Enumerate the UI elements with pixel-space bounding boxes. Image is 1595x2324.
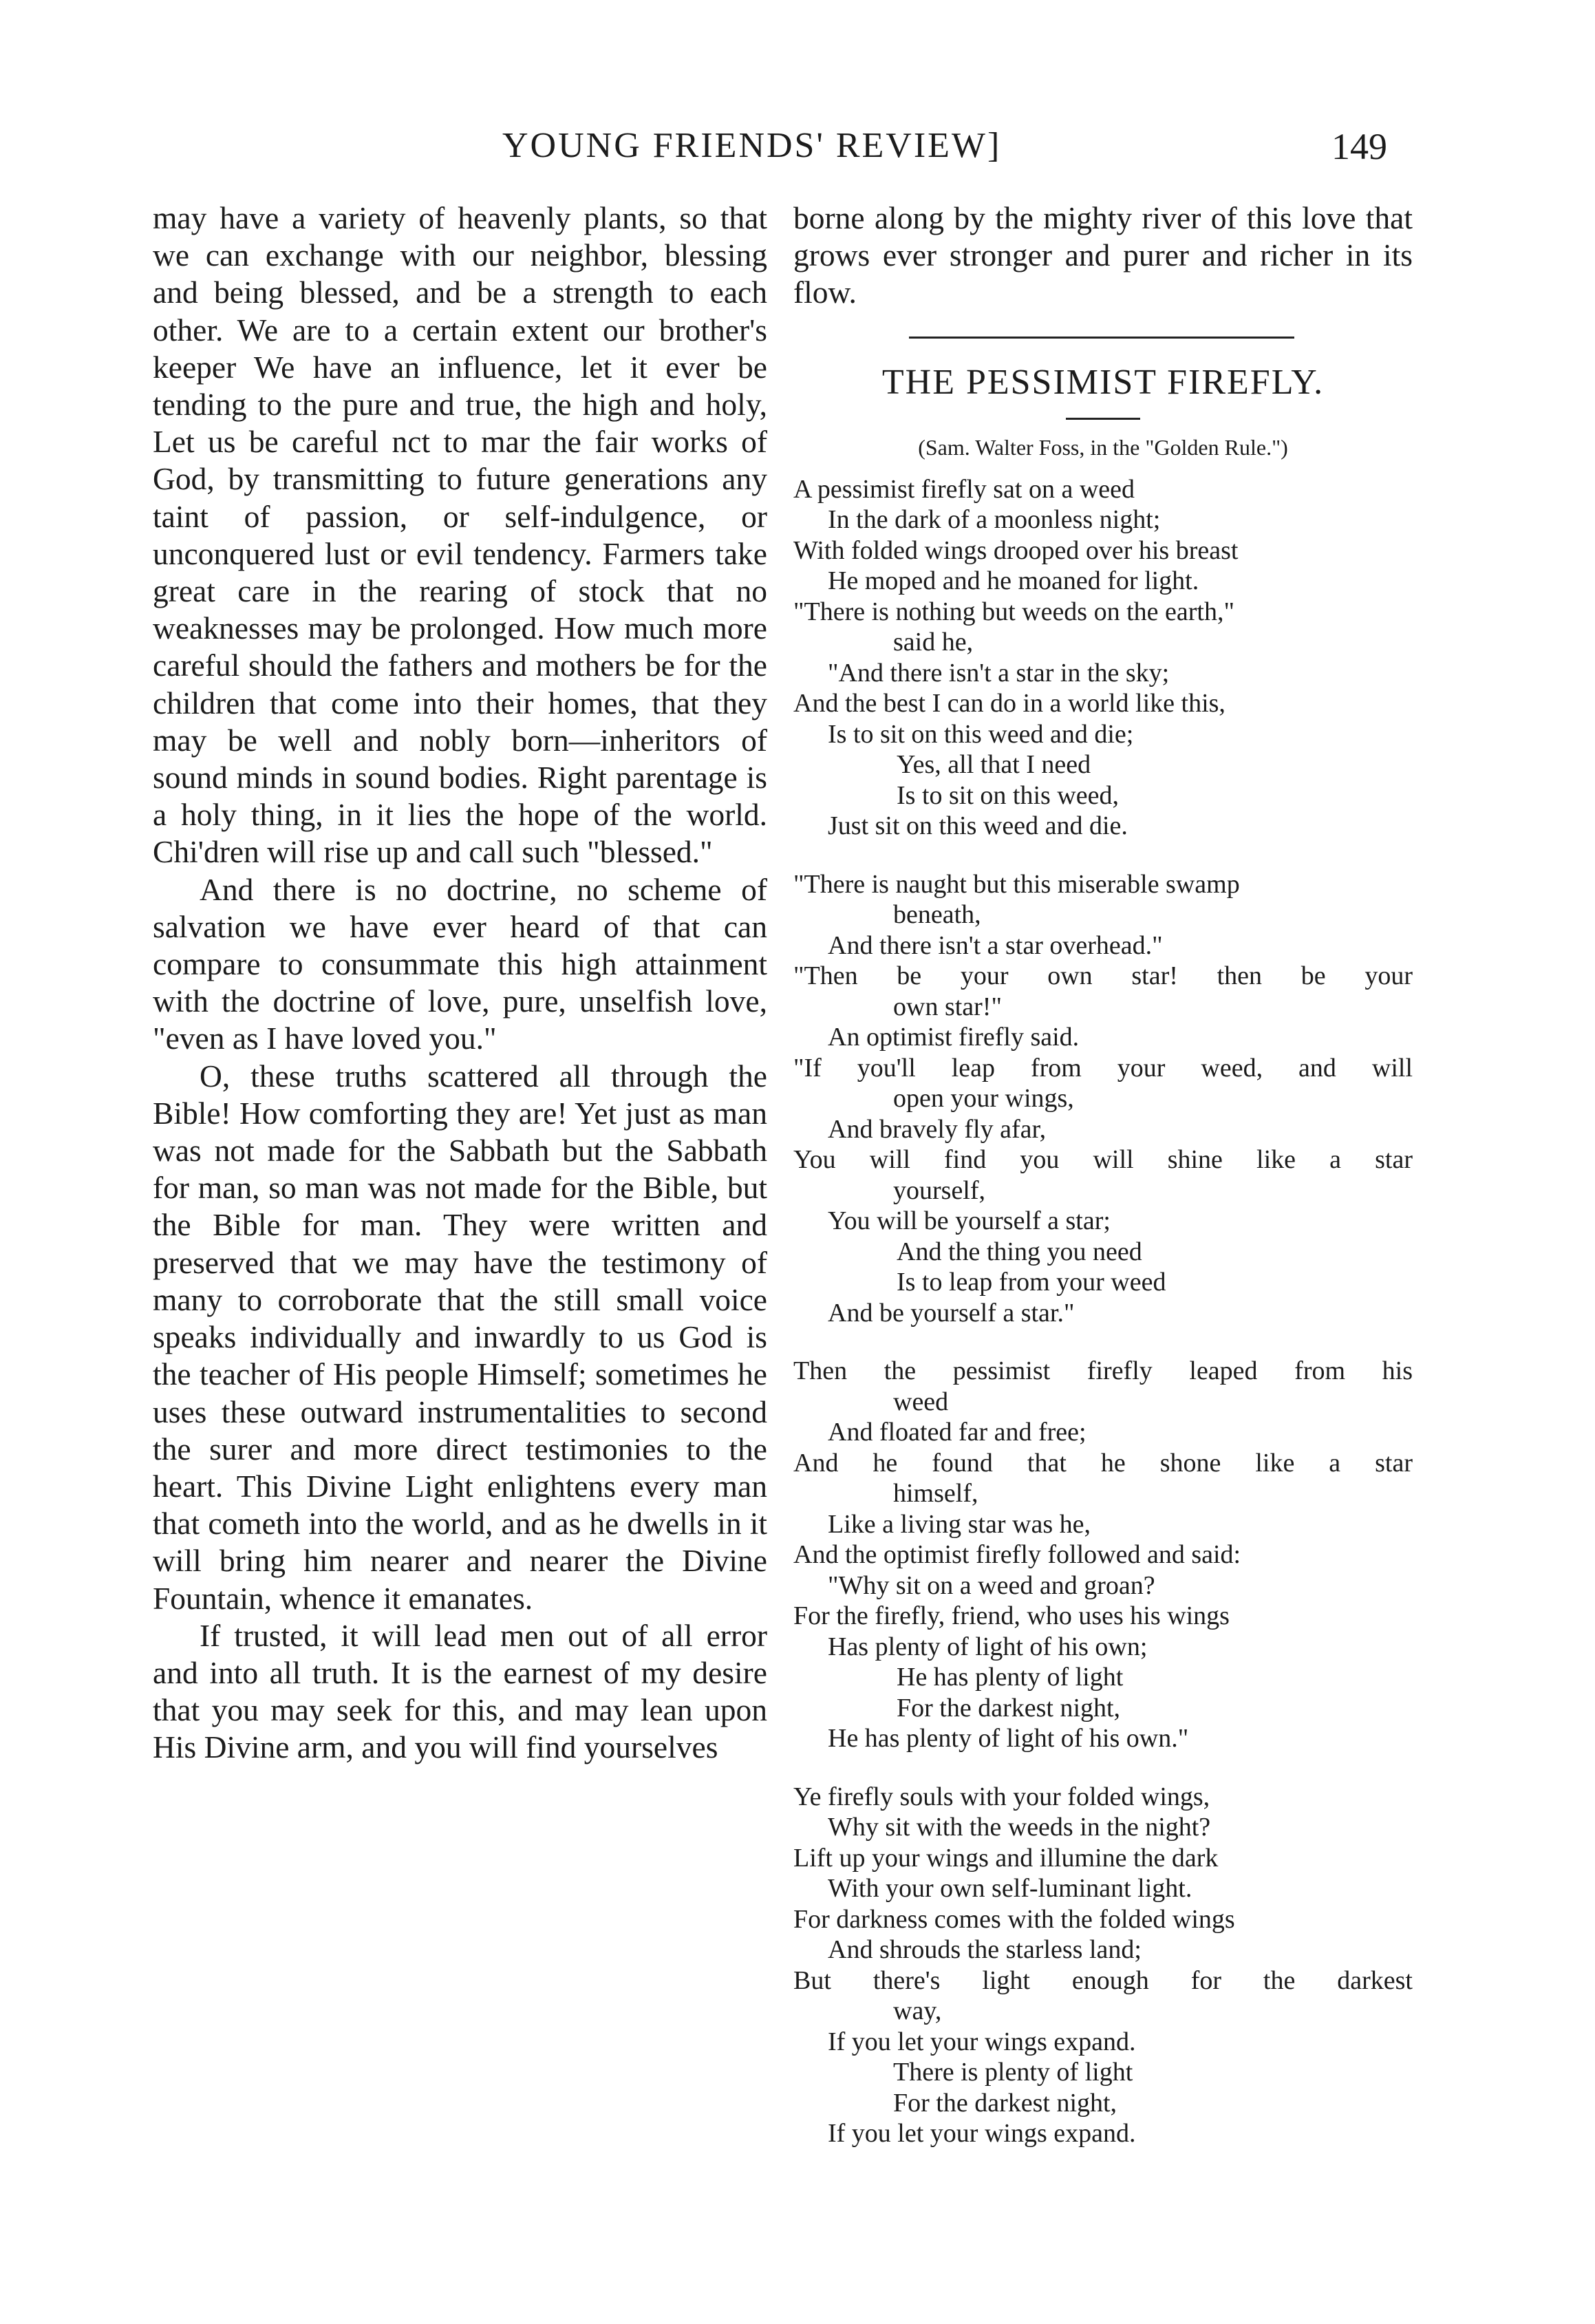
poem-line: And floated far and free; — [828, 1418, 1086, 1447]
poem-line: He has plenty of light — [897, 1663, 1124, 1692]
poem-line: And shrouds the starless land; — [828, 1935, 1142, 1965]
poem-line: He moped and he moaned for light. — [828, 566, 1199, 596]
stanza — [793, 1356, 1413, 1754]
poem-line: Lift up your wings and illumine the dark — [793, 1843, 1219, 1873]
poem-line: Yes, all that I need — [897, 750, 1091, 780]
stanza — [793, 1782, 1413, 2149]
poem-line: With your own self-luminant light. — [828, 1874, 1192, 1904]
poem-line: And he found that he shone like a star — [793, 1448, 1413, 1478]
poem-line: For the darkest night, — [893, 2088, 1117, 2118]
continued-paragraph: borne along by the mighty river of this love that grows ever stronger and purer and richer in its flow. — [793, 200, 1413, 310]
title-rule — [1066, 418, 1140, 420]
poem-line: And bravely fly afar, — [828, 1114, 1047, 1144]
paragraph: O, these truths scattered all through the Bible! How comforting they are! Yet just as man was not made for the Sabbath but the Sabbath for man, so man was not made for the Bible, but the Bible for man. They were written and preserved that we may have the testimony of many to corroborate that the still small voice speaks individually and inwardly to us God is the teacher of His people Himself; sometimes he uses these outward instrumentalities to second the surer and more direct testimonies to the heart. This Divine Light enlightens every man that cometh into the world, and as he dwells in it will bring him nearer and nearer the Divine Fountain, whence it emanates. — [153, 1058, 767, 1616]
poem-line: Has plenty of light of his own; — [828, 1632, 1148, 1661]
poem-line: He has plenty of light of his own." — [828, 1724, 1189, 1753]
poem-line: In the dark of a moonless night; — [828, 505, 1161, 535]
section-divider — [909, 337, 1294, 339]
poem — [793, 474, 1413, 2149]
poem-line: "There is naught but this miserable swamp — [793, 869, 1240, 899]
poem-line: For the firefly, friend, who uses his wings — [793, 1601, 1230, 1631]
poem-line: And be yourself a star." — [828, 1298, 1075, 1328]
poem-line: yourself, — [893, 1175, 986, 1205]
poem-line: Is to sit on this weed and die; — [828, 719, 1134, 749]
poem-line: And the optimist firefly followed and said: — [793, 1540, 1241, 1570]
poem-line: And the thing you need — [897, 1237, 1142, 1266]
poem-line: If you let your wings expand. — [828, 2119, 1136, 2149]
poem-line: Then the pessimist firefly leaped from his — [793, 1356, 1413, 1386]
poem-line: Why sit with the weeds in the night? — [828, 1813, 1211, 1842]
poem-line: If you let your wings expand. — [828, 2027, 1136, 2056]
poem-line: open your wings, — [893, 1084, 1074, 1113]
right-column — [793, 200, 1413, 2149]
poem-line: For the darkest night, — [897, 1693, 1121, 1723]
poem-line: Just sit on this weed and die. — [828, 811, 1128, 841]
poem-line: Is to leap from your weed — [897, 1268, 1166, 1297]
poem-line: way, — [893, 1996, 942, 2026]
running-title: YOUNG FRIENDS' REVIEW] — [502, 126, 1002, 165]
poem-line: For darkness comes with the folded wings — [793, 1904, 1235, 1934]
poem-line: A pessimist firefly sat on a weed — [793, 474, 1135, 504]
poem-line: own star!" — [893, 992, 1002, 1021]
stanza — [793, 869, 1413, 1329]
poem-title: THE PESSIMIST FIREFLY. — [881, 362, 1325, 402]
poem-line: "Then be your own star! then be your — [793, 961, 1413, 991]
poem-line: There is plenty of light — [893, 2058, 1133, 2087]
stanza — [793, 474, 1413, 842]
poem-line: "Why sit on a weed and groan? — [828, 1570, 1155, 1600]
poem-attribution: (Sam. Walter Foss, in the "Golden Rule.") — [918, 434, 1288, 460]
paragraph: If trusted, it will lead men out of all error and into all truth. It is the earnest of my desire that you may seek for this, and may lean upon His Divine arm, and you will find yourselves — [153, 1617, 767, 1765]
running-header — [0, 125, 1595, 180]
poem-line: "There is nothing but weeds on the earth," — [793, 597, 1234, 626]
poem-line: With folded wings drooped over his breast — [793, 535, 1239, 565]
poem-line: You will be yourself a star; — [828, 1206, 1111, 1236]
poem-line: beneath, — [893, 900, 981, 930]
poem-line: said he, — [893, 628, 974, 657]
poem-line: weed — [893, 1387, 949, 1416]
poem-line: And the best I can do in a world like this, — [793, 689, 1225, 718]
page-number: 149 — [1331, 126, 1387, 167]
poem-line: And there isn't a star overhead." — [828, 930, 1163, 960]
paragraph: And there is no doctrine, no scheme of salvation we have ever heard of that can compare to consummate this high attainment with the doctrine of love, pure, unselfish love, "even as I have loved you." — [153, 871, 767, 1056]
poem-line: himself, — [893, 1479, 978, 1509]
poem-line: "If you'll leap from your weed, and will — [793, 1053, 1413, 1083]
poem-line: "And there isn't a star in the sky; — [828, 658, 1170, 687]
poem-line: Ye firefly souls with your folded wings, — [793, 1782, 1210, 1811]
poem-line: Like a living star was he, — [828, 1509, 1091, 1539]
poem-line: An optimist firefly said. — [828, 1023, 1080, 1052]
left-column — [153, 200, 767, 1767]
poem-line: You will find you will shine like a star — [793, 1145, 1413, 1175]
poem-line: Is to sit on this weed, — [897, 780, 1119, 810]
poem-line: But there's light enough for the darkest — [793, 1965, 1413, 1995]
paragraph: may have a variety of heavenly plants, so that we can exchange with our neighbor, blessing and being blessed, and be a strength to each other. We are to a certain extent our brother's keeper We have an influence, let it ever be tending to the pure and true, the high and holy, Let us be careful nct to mar the fair works of God, by transmitting to future generations any taint of passion, or self-indulgence, or unconquered lust or evil tendency. Farmers take great care in the rearing of stock that no weaknesses may be prolonged. How much more careful should the fathers and mothers be for the children that come into their homes, that they may be well and nobly born—inheritors of sound minds in sound bodies. Right parentage is a holy thing, in it lies the hope of the world. Chi'dren will rise up and call such "blessed." — [153, 200, 767, 870]
